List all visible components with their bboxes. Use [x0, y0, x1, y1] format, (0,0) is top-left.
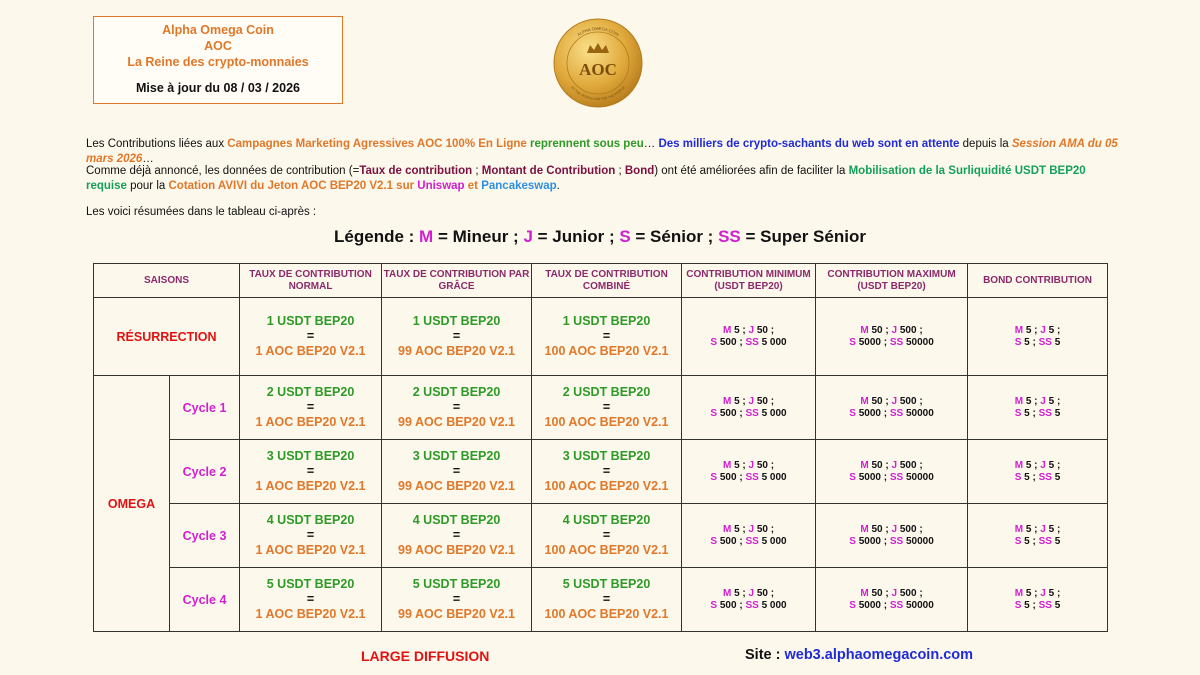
rate-normal-cell: 4 USDT BEP20 = 1 AOC BEP20 V2.1: [240, 504, 382, 568]
header-contribution-min: CONTRIBUTION MINIMUM (USDT BEP20): [682, 264, 816, 298]
bond-cell: M 5 ; J 5 ; S 5 ; SS 5: [968, 568, 1108, 632]
bond-cell: M 5 ; J 5 ; S 5 ; SS 5: [968, 376, 1108, 440]
legend: Légende : M = Mineur ; J = Junior ; S = Sénior ; SS = Super Sénior: [334, 227, 866, 246]
rate-combine-cell: 1 USDT BEP20 = 100 AOC BEP20 V2.1: [532, 298, 682, 376]
table-row-cycle: [94, 504, 1108, 568]
min-contribution-cell: M 5 ; J 50 ; S 500 ; SS 5 000: [682, 440, 816, 504]
rate-grace-cell: 3 USDT BEP20 = 99 AOC BEP20 V2.1: [382, 440, 532, 504]
rate-grace-cell: 4 USDT BEP20 = 99 AOC BEP20 V2.1: [382, 504, 532, 568]
cycle-label: Cycle 4: [170, 568, 240, 632]
rate-normal-cell: 1 USDT BEP20 = 1 AOC BEP20 V2.1: [240, 298, 382, 376]
site-footer: Site : web3.alphaomegacoin.com: [745, 647, 974, 663]
update-date: Mise à jour du 08 / 03 / 2026: [136, 81, 300, 95]
cycle-label: Cycle 3: [170, 504, 240, 568]
min-contribution-cell: M 5 ; J 50 ; S 500 ; SS 5 000: [682, 298, 816, 376]
rate-normal-cell: 3 USDT BEP20 = 1 AOC BEP20 V2.1: [240, 440, 382, 504]
rate-grace-cell: 2 USDT BEP20 = 99 AOC BEP20 V2.1: [382, 376, 532, 440]
table-row-cycle: [94, 376, 1108, 440]
large-diffusion-label: LARGE DIFFUSION: [361, 648, 490, 664]
contribution-table: [93, 263, 1108, 632]
min-contribution-cell: M 5 ; J 50 ; S 500 ; SS 5 000: [682, 504, 816, 568]
logo-ring-top: ALPHA OMEGA COIN: [576, 25, 620, 38]
max-contribution-cell: M 50 ; J 500 ; S 5000 ; SS 50000: [816, 376, 968, 440]
header-title: Alpha Omega Coin: [162, 23, 274, 37]
rate-grace-cell: 5 USDT BEP20 = 99 AOC BEP20 V2.1: [382, 568, 532, 632]
max-contribution-cell: M 50 ; J 500 ; S 5000 ; SS 50000: [816, 298, 968, 376]
bond-cell: M 5 ; J 5 ; S 5 ; SS 5: [968, 504, 1108, 568]
season-resurrection: RÉSURRECTION: [94, 298, 240, 376]
rate-combine-cell: 2 USDT BEP20 = 100 AOC BEP20 V2.1: [532, 376, 682, 440]
max-contribution-cell: M 50 ; J 500 ; S 5000 ; SS 50000: [816, 568, 968, 632]
table-row-resurrection: [94, 298, 1108, 376]
cycle-label: Cycle 1: [170, 376, 240, 440]
table-row-cycle: [94, 440, 1108, 504]
header-saisons: SAISONS: [94, 264, 240, 298]
header-bond: BOND CONTRIBUTION: [968, 264, 1108, 298]
rate-combine-cell: 3 USDT BEP20 = 100 AOC BEP20 V2.1: [532, 440, 682, 504]
header-taux-grace: TAUX DE CONTRIBUTION PAR GRÂCE: [382, 264, 532, 298]
bond-cell: M 5 ; J 5 ; S 5 ; SS 5: [968, 440, 1108, 504]
rate-normal-cell: 5 USDT BEP20 = 1 AOC BEP20 V2.1: [240, 568, 382, 632]
max-contribution-cell: M 50 ; J 500 ; S 5000 ; SS 50000: [816, 504, 968, 568]
cycle-label: Cycle 2: [170, 440, 240, 504]
header-taux-combine: TAUX DE CONTRIBUTION COMBINÉ: [532, 264, 682, 298]
site-link[interactable]: web3.alphaomegacoin.com: [784, 647, 974, 663]
header-slogan: La Reine des crypto-monnaies: [127, 55, 309, 69]
header-contribution-max: CONTRIBUTION MAXIMUM (USDT BEP20): [816, 264, 968, 298]
logo-ring-bottom: BY THE PEOPLE AND FOR THE PEOPLE: [570, 85, 626, 102]
min-contribution-cell: M 5 ; J 50 ; S 500 ; SS 5 000: [682, 376, 816, 440]
summary-intro: Les voici résumées dans le tableau ci-après :: [86, 206, 317, 218]
header-box: [93, 16, 343, 104]
min-contribution-cell: M 5 ; J 50 ; S 500 ; SS 5 000: [682, 568, 816, 632]
rate-normal-cell: 2 USDT BEP20 = 1 AOC BEP20 V2.1: [240, 376, 382, 440]
season-omega: OMEGA: [94, 376, 170, 632]
aoc-logo: [553, 18, 643, 108]
header-taux-normal: TAUX DE CONTRIBUTION NORMAL: [240, 264, 382, 298]
intro-paragraph: Les Contributions liées aux Campagnes Marketing Agressives AOC 100% En Ligne reprennent sous peu… Des milliers de crypto-sachants du web sont en attente depuis la Session AMA du 05 mars 2026…: [86, 138, 1118, 165]
rate-combine-cell: 4 USDT BEP20 = 100 AOC BEP20 V2.1: [532, 504, 682, 568]
bond-cell: M 5 ; J 5 ; S 5 ; SS 5: [968, 298, 1108, 376]
rate-combine-cell: 5 USDT BEP20 = 100 AOC BEP20 V2.1: [532, 568, 682, 632]
logo-center-text: AOC: [579, 60, 617, 79]
header-ticker: AOC: [204, 39, 232, 53]
max-contribution-cell: M 50 ; J 500 ; S 5000 ; SS 50000: [816, 440, 968, 504]
table-row-cycle: [94, 568, 1108, 632]
rate-grace-cell: 1 USDT BEP20 = 99 AOC BEP20 V2.1: [382, 298, 532, 376]
improvement-paragraph: Comme déjà annoncé, les données de contribution (=Taux de contribution ; Montant de Contribution ; Bond) ont été améliorées afin de faciliter la Mobilisation de la Surliquidité USDT BEP20 requise pour la Cotation AVIVI du Jeton AOC BEP20 V2.1 sur Uniswap et Pancakeswap.: [86, 165, 1086, 192]
